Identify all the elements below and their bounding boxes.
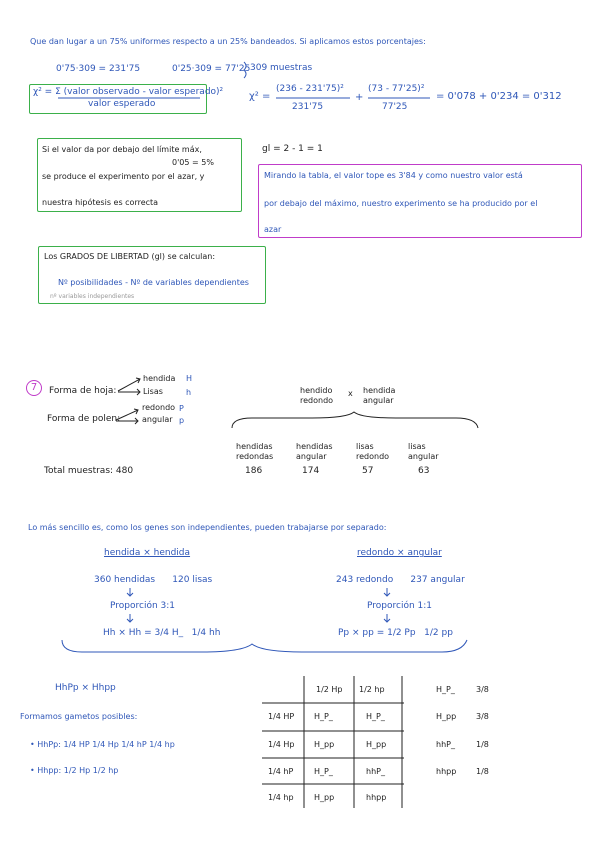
punnett-col-1: 1/2 Hp — [316, 685, 343, 694]
pollen-ratio: Proporción 1:1 — [367, 601, 433, 611]
formula-numerator: χ² = Σ (valor observado - valor esperado)² — [33, 87, 224, 97]
result-genotype: H_pp — [436, 712, 457, 721]
cross-parent-1: hendido redondo — [300, 386, 334, 405]
arrow-down-icon — [384, 588, 390, 596]
pollen-counts: 243 redondo 237 angular — [336, 575, 465, 585]
leaf-ratio: Proporción 3:1 — [110, 601, 176, 611]
leaf-cross: hendida × hendida — [104, 548, 191, 558]
independent-genes-text: Lo más sencillo es, como los genes son independientes, pueden trabajarse por separado: — [28, 523, 387, 532]
punnett-col-2: 1/2 hp — [359, 685, 385, 694]
calc-banded: 0'25·309 = 77'25 — [172, 64, 251, 74]
total-samples: Total muestras: 480 — [44, 466, 134, 476]
chi-plus: + — [355, 92, 364, 103]
note-line-2: se produce el experimento por el azar, y — [42, 172, 205, 181]
chi-numerator-1: (236 - 231'75)² — [276, 84, 344, 94]
degrees-note: nº variables independientes — [50, 293, 135, 300]
brace-icon — [62, 640, 467, 652]
table-line-1: Mirando la tabla, el valor tope es 3'84 y como nuestro valor está — [264, 171, 523, 180]
punnett-cell: H_pp — [314, 793, 335, 802]
pollen-shape-label: Forma de polen: — [47, 414, 121, 424]
pollen-genotypes: Pp × pp = 1/2 Pp 1/2 pp — [338, 628, 453, 638]
punnett-cell: H_pp — [314, 740, 335, 749]
result-fraction: 3/8 — [476, 685, 489, 694]
note-line-3: nuestra hipótesis es correcta — [42, 198, 159, 207]
table-line-3: azar — [264, 225, 282, 234]
pollen-angular-symbol: p — [179, 416, 185, 425]
chi-denominator-2: 77'25 — [382, 102, 408, 112]
leaf-smooth-symbol: h — [186, 388, 192, 397]
degrees-formula: Nº posibilidades - Nº de variables dependientes — [58, 278, 249, 287]
result-fraction: 1/8 — [476, 740, 489, 749]
degrees-title: Los GRADOS DE LIBERTAD (gl) se calculan: — [44, 252, 216, 261]
note-line-1b: 0'05 = 5% — [172, 158, 214, 167]
chi-label: χ² = — [249, 91, 271, 102]
gametes-parent-2: • Hhpp: 1/2 Hp 1/2 hp — [30, 766, 119, 775]
phenotype-3-label: lisas redondo — [356, 442, 390, 461]
calc-total: 309 muestras — [250, 63, 313, 73]
degrees-freedom: gl = 2 - 1 = 1 — [262, 144, 323, 154]
punnett-row-2-head: 1/4 Hp — [268, 740, 295, 749]
dihybrid-cross: HhPp × Hhpp — [55, 683, 116, 693]
arrow-down-icon — [384, 614, 390, 622]
calc-uniform: 0'75·309 = 231'75 — [56, 64, 141, 74]
gametes-title: Formamos gametos posibles: — [20, 712, 138, 721]
gametes-parent-1: • HhPp: 1/4 HP 1/4 Hp 1/4 hP 1/4 hp — [30, 740, 175, 749]
pollen-angular: angular — [142, 415, 173, 424]
intro-text: Que dan lugar a un 75% uniformes respecto a un 25% bandeados. Si aplicamos estos porcentajes: — [30, 37, 426, 46]
table-line-2: por debajo del máximo, nuestro experimento se ha producido por el — [264, 199, 538, 208]
arrow-down-icon — [127, 588, 133, 596]
leaf-shape-label: Forma de hoja: — [49, 386, 117, 396]
result-fraction: 3/8 — [476, 712, 489, 721]
result-genotype: H_P_ — [436, 685, 455, 694]
punnett-cell: hhpp — [366, 793, 387, 802]
pollen-cross: redondo × angular — [357, 548, 442, 558]
leaf-cleft-symbol: H — [186, 374, 193, 383]
note-line-1: Si el valor da por debajo del límite máx, — [42, 145, 202, 154]
punnett-row-3-head: 1/4 hP — [268, 767, 294, 776]
arrow-down-icon — [127, 614, 133, 622]
punnett-cell: H_P_ — [314, 767, 333, 776]
result-fraction: 1/8 — [476, 767, 489, 776]
cross-parent-2: hendida angular — [363, 386, 396, 405]
leaf-cleft: hendida — [143, 374, 176, 383]
result-genotype: hhP_ — [436, 740, 455, 749]
punnett-row-1-head: 1/4 HP — [268, 712, 295, 721]
leaf-smooth: Lisas — [143, 387, 163, 396]
punnett-row-4-head: 1/4 hp — [268, 793, 294, 802]
cross-symbol: x — [348, 389, 353, 398]
phenotype-1-count: 186 — [245, 466, 263, 476]
arrow-icon — [118, 389, 140, 395]
phenotype-4-label: lisas angular — [408, 442, 439, 461]
punnett-cell: hhP_ — [366, 767, 385, 776]
problem-number: 7 — [26, 380, 42, 396]
phenotype-2-count: 174 — [302, 466, 320, 476]
arrow-icon — [118, 378, 140, 391]
punnett-cell: H_P_ — [314, 712, 333, 721]
chi-result: = 0'078 + 0'234 = 0'312 — [436, 91, 562, 102]
brace-icon — [232, 412, 478, 428]
phenotype-3-count: 57 — [362, 466, 374, 476]
phenotype-1-label: hendidas redondas — [236, 442, 274, 461]
leaf-genotypes: Hh × Hh = 3/4 H_ 1/4 hh — [103, 628, 221, 638]
phenotype-4-count: 63 — [418, 466, 430, 476]
pollen-round-symbol: P — [179, 404, 184, 413]
formula-denominator: valor esperado — [88, 99, 156, 109]
result-genotype: hhpp — [436, 767, 457, 776]
punnett-cell: H_P_ — [366, 712, 385, 721]
pollen-round: redondo — [142, 403, 176, 412]
leaf-counts: 360 hendidas 120 lisas — [94, 575, 213, 585]
phenotype-2-label: hendidas angular — [296, 442, 333, 461]
chi-numerator-2: (73 - 77'25)² — [368, 84, 425, 94]
chi-denominator-1: 231'75 — [292, 102, 324, 112]
punnett-cell: H_pp — [366, 740, 387, 749]
